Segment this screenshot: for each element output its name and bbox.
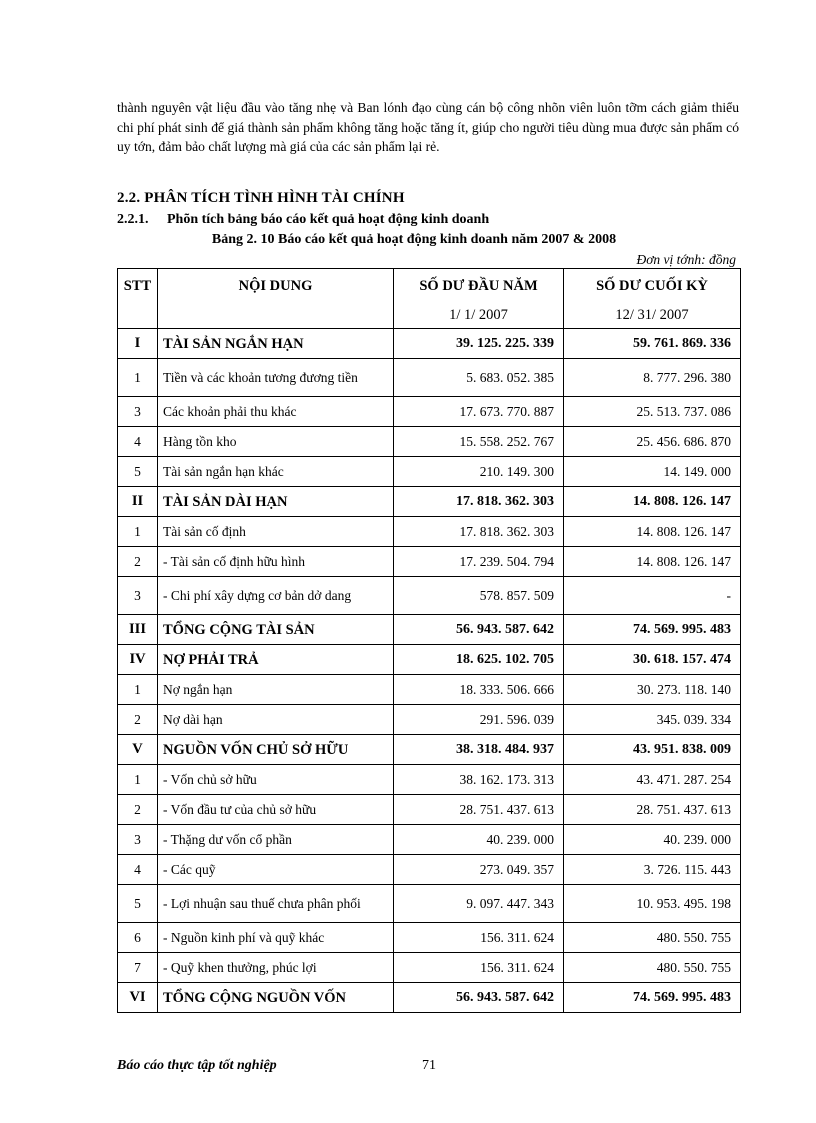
balance-table xyxy=(117,268,741,1013)
content-cell: Tài sản cố định xyxy=(158,517,394,547)
table-section-row xyxy=(118,983,741,1013)
end-value-cell: 28. 751. 437. 613 xyxy=(564,795,741,825)
stt-cell: V xyxy=(118,735,158,765)
content-cell: Nợ ngắn hạn xyxy=(158,675,394,705)
end-value-cell: 43. 471. 287. 254 xyxy=(564,765,741,795)
stt-cell: 4 xyxy=(118,855,158,885)
stt-cell: 2 xyxy=(118,705,158,735)
begin-value-cell: 15. 558. 252. 767 xyxy=(394,427,564,457)
end-value-cell: 25. 456. 686. 870 xyxy=(564,427,741,457)
end-value-cell: 480. 550. 755 xyxy=(564,953,741,983)
end-value-cell: 74. 569. 995. 483 xyxy=(564,615,741,645)
stt-cell: 1 xyxy=(118,675,158,705)
begin-value-cell: 578. 857. 509 xyxy=(394,577,564,615)
header-content: NỘI DUNG xyxy=(158,269,394,329)
content-cell: Tài sản ngắn hạn khác xyxy=(158,457,394,487)
content-cell: - Quỹ khen thưởng, phúc lợi xyxy=(158,953,394,983)
stt-cell: 3 xyxy=(118,577,158,615)
header-begin-date: 1/ 1/ 2007 xyxy=(449,307,508,323)
table-row xyxy=(118,765,741,795)
begin-value-cell: 18. 333. 506. 666 xyxy=(394,675,564,705)
stt-cell: 2 xyxy=(118,547,158,577)
begin-value-cell: 17. 818. 362. 303 xyxy=(394,487,564,517)
stt-cell: 1 xyxy=(118,765,158,795)
begin-value-cell: 39. 125. 225. 339 xyxy=(394,329,564,359)
begin-value-cell: 18. 625. 102. 705 xyxy=(394,645,564,675)
begin-value-cell: 156. 311. 624 xyxy=(394,923,564,953)
content-cell: TỔNG CỘNG NGUỒN VỐN xyxy=(158,983,394,1013)
content-cell: Nợ dài hạn xyxy=(158,705,394,735)
stt-cell: 4 xyxy=(118,427,158,457)
table-row xyxy=(118,359,741,397)
intro-paragraph: thành nguyên vật liệu đầu vào tăng nhẹ và Ban lónh đạo cùng cán bộ công nhõn viên luôn tỡm cách giảm thiểu chi phí phát sinh để giá thành sản phẩm không tăng hoặc tăng ít, giúp cho người tiêu dùng mua được sản phẩm có uy tớn, đảm bảo chất lượng mà giá của các sản phẩm lại rẻ. xyxy=(117,100,739,154)
table-row xyxy=(118,795,741,825)
stt-cell: II xyxy=(118,487,158,517)
begin-value-cell: 28. 751. 437. 613 xyxy=(394,795,564,825)
table-row xyxy=(118,855,741,885)
table-caption: Bảng 2. 10 Báo cáo kết quả hoạt động kinh doanh năm 2007 & 2008 xyxy=(211,232,617,247)
stt-cell: III xyxy=(118,615,158,645)
table-row xyxy=(118,577,741,615)
content-cell: NỢ PHẢI TRẢ xyxy=(158,645,394,675)
end-value-cell: - xyxy=(564,577,741,615)
stt-cell: 5 xyxy=(118,457,158,487)
table-row xyxy=(118,885,741,923)
content-cell: Tiền và các khoản tương đương tiền xyxy=(158,359,394,397)
begin-value-cell: 9. 097. 447. 343 xyxy=(394,885,564,923)
stt-cell: VI xyxy=(118,983,158,1013)
begin-value-cell: 17. 239. 504. 794 xyxy=(394,547,564,577)
table-row xyxy=(118,675,741,705)
section-heading: 2.2. PHÂN TÍCH TÌNH HÌNH TÀI CHÍNH xyxy=(117,190,405,206)
begin-value-cell: 56. 943. 587. 642 xyxy=(394,615,564,645)
end-value-cell: 14. 808. 126. 147 xyxy=(564,487,741,517)
content-cell: - Lợi nhuận sau thuế chưa phân phối xyxy=(158,885,394,923)
stt-cell: 2 xyxy=(118,795,158,825)
subsection-heading xyxy=(117,212,489,228)
stt-cell: 1 xyxy=(118,359,158,397)
table-row xyxy=(118,825,741,855)
table-row xyxy=(118,457,741,487)
content-cell: Hàng tồn kho xyxy=(158,427,394,457)
end-value-cell: 10. 953. 495. 198 xyxy=(564,885,741,923)
begin-value-cell: 5. 683. 052. 385 xyxy=(394,359,564,397)
end-value-cell: 25. 513. 737. 086 xyxy=(564,397,741,427)
content-cell: TÀI SẢN DÀI HẠN xyxy=(158,487,394,517)
content-cell: - Vốn chủ sở hữu xyxy=(158,765,394,795)
header-end-date: 12/ 31/ 2007 xyxy=(615,307,689,323)
stt-cell: 7 xyxy=(118,953,158,983)
content-cell: - Chi phí xây dựng cơ bản dở dang xyxy=(158,577,394,615)
subsection-number: 2.2.1. xyxy=(117,212,149,227)
table-row xyxy=(118,427,741,457)
table-row xyxy=(118,923,741,953)
begin-value-cell: 291. 596. 039 xyxy=(394,705,564,735)
end-value-cell: 43. 951. 838. 009 xyxy=(564,735,741,765)
stt-cell: IV xyxy=(118,645,158,675)
footer-title: Báo cáo thực tập tốt nghiệp xyxy=(117,1058,277,1073)
begin-value-cell: 38. 162. 173. 313 xyxy=(394,765,564,795)
begin-value-cell: 273. 049. 357 xyxy=(394,855,564,885)
end-value-cell: 74. 569. 995. 483 xyxy=(564,983,741,1013)
page-number: 71 xyxy=(422,1058,436,1073)
begin-value-cell: 210. 149. 300 xyxy=(394,457,564,487)
end-value-cell: 345. 039. 334 xyxy=(564,705,741,735)
header-begin: SỐ DƯ ĐẦU NĂM xyxy=(419,278,538,294)
content-cell: TỔNG CỘNG TÀI SẢN xyxy=(158,615,394,645)
content-cell: - Tài sản cố định hữu hình xyxy=(158,547,394,577)
table-row xyxy=(118,397,741,427)
table-header-row xyxy=(118,269,741,329)
unit-note: Đơn vị tớnh: đồng xyxy=(636,252,736,267)
end-value-cell: 8. 777. 296. 380 xyxy=(564,359,741,397)
stt-cell: 3 xyxy=(118,825,158,855)
header-end: SỐ DƯ CUỐI KỲ xyxy=(596,278,708,294)
end-value-cell: 59. 761. 869. 336 xyxy=(564,329,741,359)
subsection-title: Phõn tích bảng báo cáo kết quả hoạt động kinh doanh xyxy=(167,212,490,227)
header-begin-cell xyxy=(394,269,564,329)
begin-value-cell: 17. 673. 770. 887 xyxy=(394,397,564,427)
stt-cell: 3 xyxy=(118,397,158,427)
stt-cell: 1 xyxy=(118,517,158,547)
begin-value-cell: 56. 943. 587. 642 xyxy=(394,983,564,1013)
begin-value-cell: 17. 818. 362. 303 xyxy=(394,517,564,547)
table-row xyxy=(118,517,741,547)
table-section-row xyxy=(118,645,741,675)
content-cell: - Các quỹ xyxy=(158,855,394,885)
end-value-cell: 14. 149. 000 xyxy=(564,457,741,487)
begin-value-cell: 40. 239. 000 xyxy=(394,825,564,855)
table-section-row xyxy=(118,735,741,765)
content-cell: NGUỒN VỐN CHỦ SỞ HỮU xyxy=(158,735,394,765)
begin-value-cell: 156. 311. 624 xyxy=(394,953,564,983)
table-section-row xyxy=(118,615,741,645)
content-cell: Các khoản phải thu khác xyxy=(158,397,394,427)
content-cell: - Thặng dư vốn cổ phần xyxy=(158,825,394,855)
end-value-cell: 14. 808. 126. 147 xyxy=(564,547,741,577)
end-value-cell: 3. 726. 115. 443 xyxy=(564,855,741,885)
end-value-cell: 30. 273. 118. 140 xyxy=(564,675,741,705)
stt-cell: 6 xyxy=(118,923,158,953)
header-stt: STT xyxy=(118,269,158,329)
end-value-cell: 30. 618. 157. 474 xyxy=(564,645,741,675)
end-value-cell: 40. 239. 000 xyxy=(564,825,741,855)
table-section-row xyxy=(118,487,741,517)
stt-cell: 5 xyxy=(118,885,158,923)
content-cell: - Nguồn kinh phí và quỹ khác xyxy=(158,923,394,953)
end-value-cell: 14. 808. 126. 147 xyxy=(564,517,741,547)
table-row xyxy=(118,953,741,983)
table-row xyxy=(118,547,741,577)
header-end-cell xyxy=(564,269,741,329)
content-cell: - Vốn đầu tư của chủ sở hữu xyxy=(158,795,394,825)
table-section-row xyxy=(118,329,741,359)
content-cell: TÀI SẢN NGẮN HẠN xyxy=(158,329,394,359)
stt-cell: I xyxy=(118,329,158,359)
begin-value-cell: 38. 318. 484. 937 xyxy=(394,735,564,765)
table-row xyxy=(118,705,741,735)
end-value-cell: 480. 550. 755 xyxy=(564,923,741,953)
